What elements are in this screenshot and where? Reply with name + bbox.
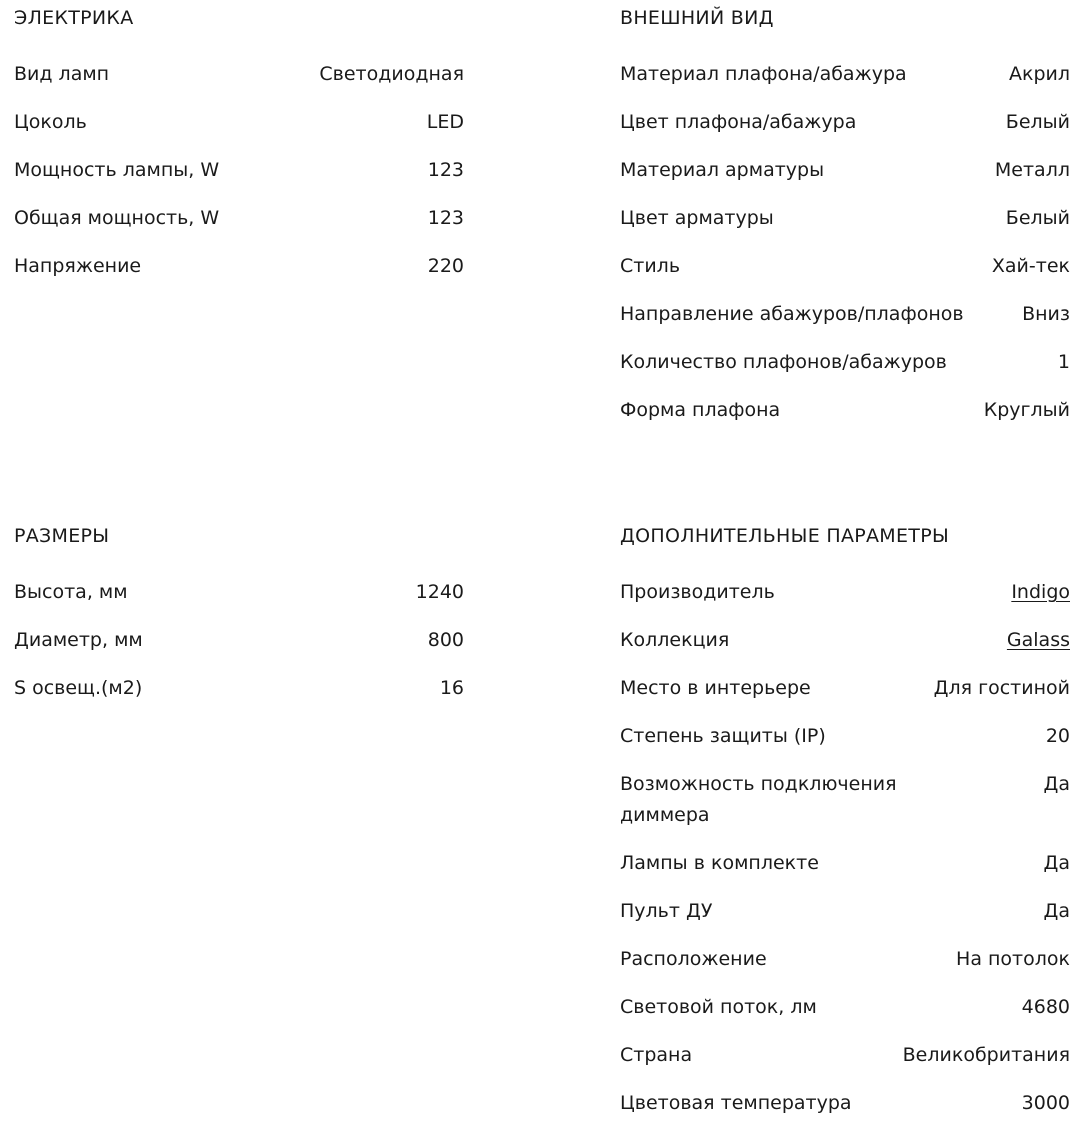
spec-row-shade-color <box>620 107 1070 155</box>
spec-value: 16 <box>439 677 464 699</box>
spec-label: Высота, мм <box>14 581 128 603</box>
spec-value: 1 <box>1057 351 1070 373</box>
spec-value: Белый <box>1005 111 1070 133</box>
manufacturer-link[interactable]: Indigo <box>1011 581 1070 603</box>
spec-row-manufacturer <box>620 577 1070 625</box>
spec-row-shade-material <box>620 59 1070 107</box>
spec-row-color-temperature <box>620 1088 1070 1136</box>
spec-label: Коллекция <box>620 629 730 651</box>
spec-value: 123 <box>427 159 464 181</box>
spec-label: Страна <box>620 1044 693 1066</box>
spec-label: Световой поток, лм <box>620 996 817 1018</box>
spec-row-height <box>14 577 464 625</box>
section-sizes <box>14 521 464 721</box>
spec-row-interior-place <box>620 673 1070 721</box>
spec-label: S освещ.(м2) <box>14 677 143 699</box>
spec-row-frame-color <box>620 203 1070 251</box>
section-title-sizes: РАЗМЕРЫ <box>14 525 110 547</box>
spec-row-shade-count <box>620 347 1070 395</box>
spec-value: 220 <box>427 255 464 277</box>
spec-value: Великобритания <box>902 1044 1070 1066</box>
spec-row-shade-shape <box>620 395 1070 443</box>
spec-row-socket <box>14 107 464 155</box>
spec-value: Акрил <box>1008 63 1070 85</box>
spec-label: Общая мощность, W <box>14 207 220 229</box>
spec-row-lamp-power <box>14 155 464 203</box>
spec-value: 1240 <box>415 581 464 603</box>
spec-row-total-power <box>14 203 464 251</box>
spec-row-remote <box>620 896 1070 944</box>
spec-label: Степень защиты (IP) <box>620 725 826 747</box>
spec-value: 123 <box>427 207 464 229</box>
spec-label: Форма плафона <box>620 399 781 421</box>
spec-row-luminous-flux <box>620 992 1070 1040</box>
spec-value: Круглый <box>983 399 1070 421</box>
spec-label: Пульт ДУ <box>620 900 713 922</box>
spec-list-sizes <box>14 577 464 721</box>
spec-label: Диаметр, мм <box>14 629 143 651</box>
section-title-electrics: ЭЛЕКТРИКА <box>14 7 134 29</box>
spec-row-style <box>620 251 1070 299</box>
spec-value: Да <box>1043 900 1070 922</box>
spec-value: 20 <box>1045 725 1070 747</box>
spec-row-voltage <box>14 251 464 299</box>
spec-value: 3000 <box>1021 1092 1070 1114</box>
section-title-extra: ДОПОЛНИТЕЛЬНЫЕ ПАРАМЕТРЫ <box>620 525 950 547</box>
spec-value: LED <box>426 111 464 133</box>
spec-value: На потолок <box>956 948 1070 970</box>
section-title-appearance: ВНЕШНИЙ ВИД <box>620 7 774 29</box>
spec-list-electrics <box>14 59 464 299</box>
spec-value: Да <box>1043 852 1070 874</box>
spec-list-appearance <box>620 59 1070 443</box>
spec-value: 800 <box>427 629 464 651</box>
spec-label: Цвет плафона/абажура <box>620 111 857 133</box>
spec-value: Вниз <box>1022 303 1070 325</box>
section-appearance <box>620 3 1070 443</box>
spec-label: Вид ламп <box>14 63 110 85</box>
spec-value: 4680 <box>1021 996 1070 1018</box>
spec-label: Производитель <box>620 581 775 603</box>
section-electrics <box>14 3 464 299</box>
spec-row-shade-direction <box>620 299 1070 347</box>
spec-value: Для гостиной <box>933 677 1070 699</box>
spec-list-extra <box>620 577 1070 1136</box>
spec-row-dimmer <box>620 769 1070 848</box>
spec-value: Хай-тек <box>991 255 1070 277</box>
spec-label: Расположение <box>620 948 767 970</box>
spec-value: Светодиодная <box>319 63 464 85</box>
spec-label: Мощность лампы, W <box>14 159 220 181</box>
spec-row-lamps-included <box>620 848 1070 896</box>
spec-value: Да <box>1043 773 1070 795</box>
section-extra-params <box>620 521 1070 1136</box>
spec-label: Цвет арматуры <box>620 207 774 229</box>
spec-label: Возможность подключения диммера <box>620 773 897 826</box>
spec-row-ip-rating <box>620 721 1070 769</box>
spec-label: Количество плафонов/абажуров <box>620 351 947 373</box>
spec-label: Материал арматуры <box>620 159 825 181</box>
spec-label: Место в интерьере <box>620 677 811 699</box>
spec-row-lit-area <box>14 673 464 721</box>
collection-link[interactable]: Galass <box>1006 629 1070 651</box>
spec-row-frame-material <box>620 155 1070 203</box>
spec-row-collection <box>620 625 1070 673</box>
spec-label: Лампы в комплекте <box>620 852 819 874</box>
spec-label: Цветовая температура <box>620 1092 852 1114</box>
spec-label: Материал плафона/абажура <box>620 63 907 85</box>
spec-row-diameter <box>14 625 464 673</box>
spec-label: Напряжение <box>14 255 142 277</box>
spec-row-lamp-type <box>14 59 464 107</box>
spec-value: Металл <box>994 159 1070 181</box>
spec-label: Направление абажуров/плафонов <box>620 303 964 325</box>
spec-value: Белый <box>1005 207 1070 229</box>
spec-label: Стиль <box>620 255 681 277</box>
spec-row-placement <box>620 944 1070 992</box>
spec-label: Цоколь <box>14 111 87 133</box>
spec-row-country <box>620 1040 1070 1088</box>
